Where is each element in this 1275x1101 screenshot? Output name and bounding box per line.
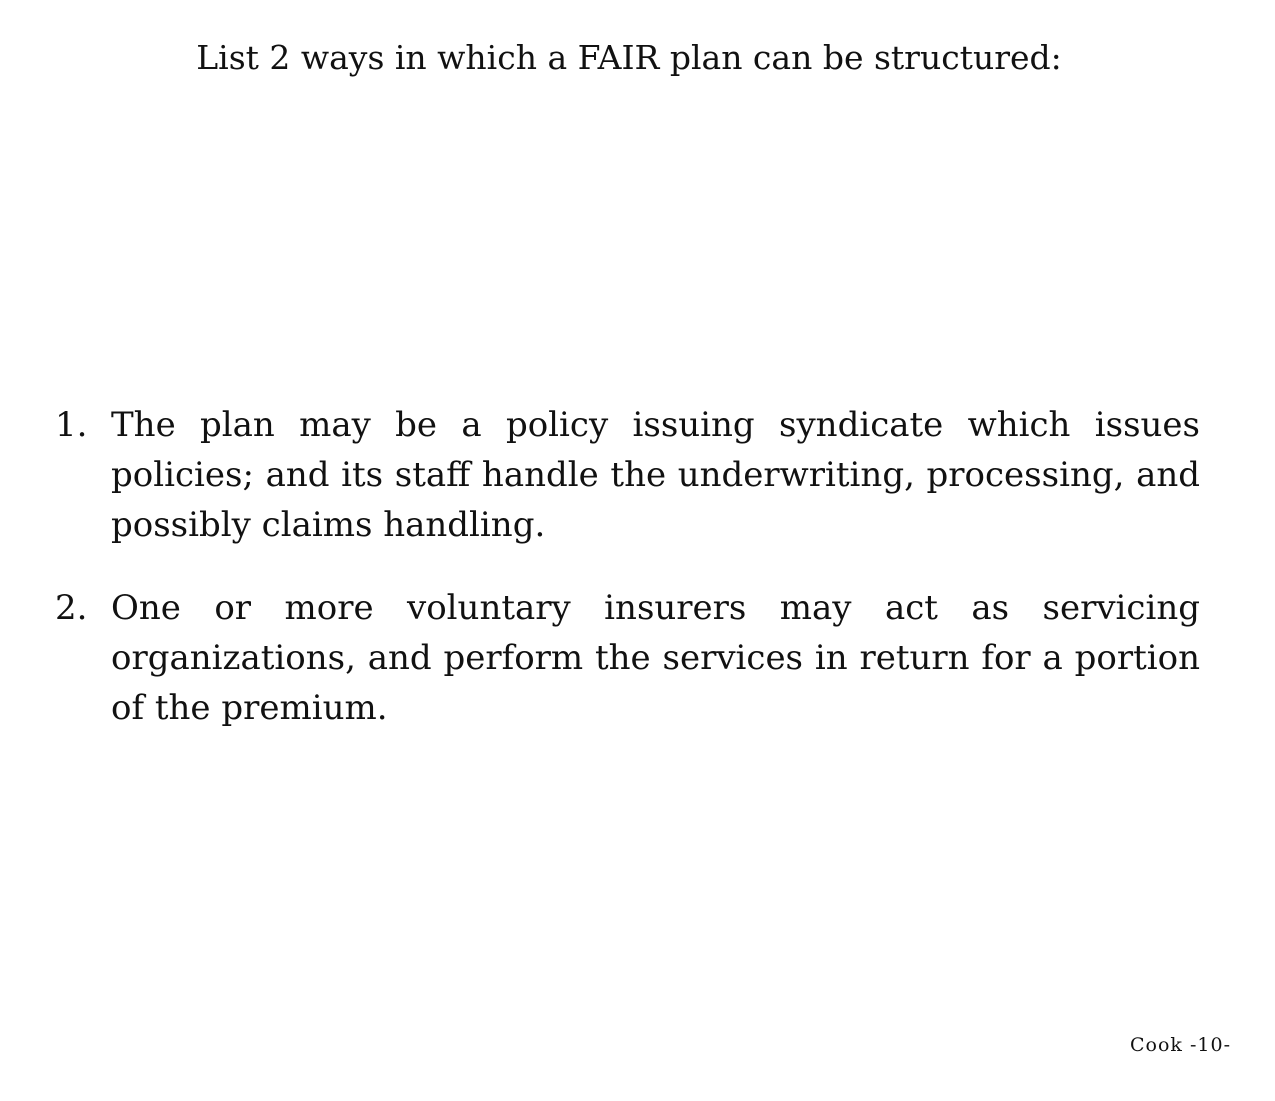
- answer-text-1: The plan may be a policy issuing syndicate which issues policies; and its staff handle the underwriting, processing, and possibly claims handling.: [111, 405, 1200, 545]
- answer-item-2: [55, 583, 1200, 733]
- question-heading: List 2 ways in which a FAIR plan can be structured:: [196, 38, 1062, 77]
- answer-list: [55, 400, 1200, 766]
- answer-number-2: 2.: [55, 588, 88, 628]
- answer-number-1: 1.: [55, 405, 88, 445]
- answer-item-1: [55, 400, 1200, 550]
- page-footer: Cook -10-: [1130, 1034, 1231, 1056]
- answer-text-2: One or more voluntary insurers may act as servicing organizations, and perform the services in return for a portion of the premium.: [111, 588, 1200, 728]
